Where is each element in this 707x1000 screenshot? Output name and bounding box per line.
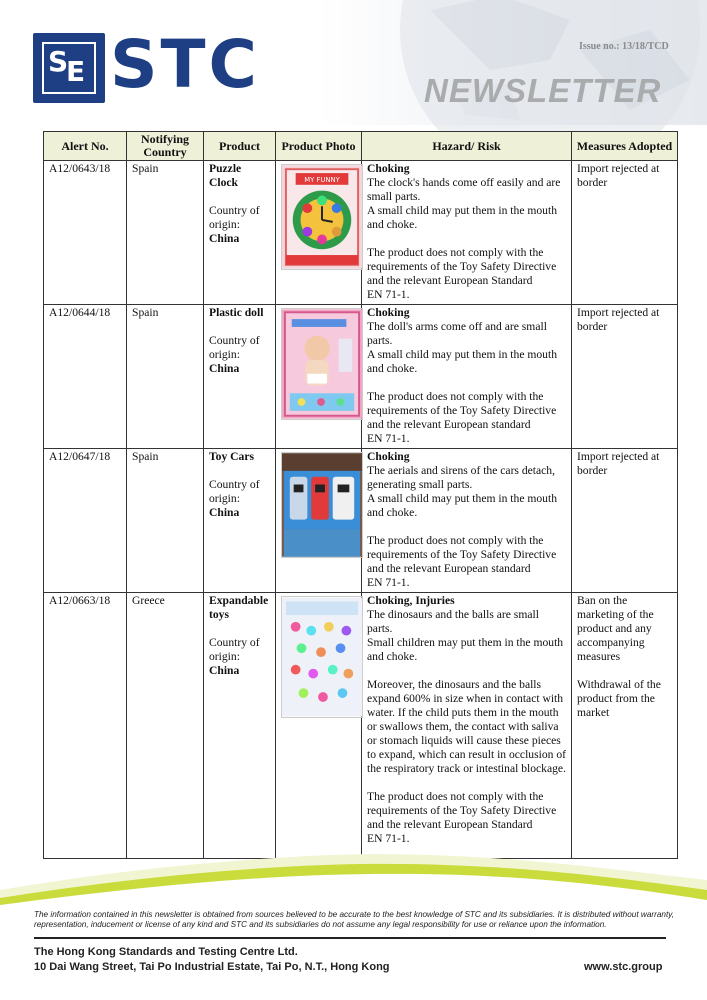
expandable-toys-photo (281, 596, 363, 718)
alert-no: A12/0647/18 (44, 449, 127, 593)
hazard-description: The aerials and sirens of the cars detach, generating small parts. (367, 464, 555, 491)
stc-logo-mark: S E (33, 33, 105, 103)
measure-text: Import rejected at border (577, 450, 660, 477)
notifying-country: Spain (127, 161, 204, 305)
stc-logo-text: STC (110, 26, 260, 103)
hazard-cell (362, 593, 572, 859)
hazard-title: Choking (367, 450, 410, 463)
header-measures-adopted: Measures Adopted (572, 132, 678, 161)
header-alert-no: Alert No. (44, 132, 127, 161)
website-link[interactable]: www.stc.group (584, 961, 663, 973)
hazard-title: Choking, Injuries (367, 594, 455, 607)
svg-text:MY FUNNY: MY FUNNY (304, 175, 340, 184)
measures-cell (572, 593, 678, 859)
hazard-description: The doll's arms come off and are small parts. (367, 320, 547, 347)
measures-cell (572, 449, 678, 593)
photo-cell (276, 161, 362, 305)
alert-no: A12/0643/18 (44, 161, 127, 305)
product-cell (204, 449, 276, 593)
hazard-consequence: A small child may put them in the mouth and choke. (367, 204, 557, 231)
photo-cell (276, 449, 362, 593)
hazard-description: The clock's hands come off easily and are small parts. (367, 176, 561, 203)
alert-no: A12/0663/18 (44, 593, 127, 859)
header-product-photo: Product Photo (276, 132, 362, 161)
table-row (44, 161, 678, 305)
product-name: Expandable toys (209, 594, 269, 621)
table-header-row (44, 132, 678, 161)
alerts-table (43, 131, 678, 859)
hazard-description: The dinosaurs and the balls are small parts. (367, 608, 539, 635)
measure-text: Import rejected at border (577, 162, 660, 189)
product-cell (204, 593, 276, 859)
standard-ref: EN 71-1. (367, 576, 410, 589)
product-name: Plastic doll (209, 306, 264, 319)
measure-text-2: Withdrawal of the product from the market (577, 678, 661, 719)
origin-country: China (209, 506, 240, 519)
hazard-cell (362, 449, 572, 593)
clock-puzzle-photo (281, 164, 363, 270)
hazard-consequence: A small child may put them in the mouth and choke. (367, 492, 557, 519)
notifying-country: Spain (127, 305, 204, 449)
footer-divider (34, 937, 666, 939)
product-cell (204, 161, 276, 305)
measures-cell (572, 305, 678, 449)
compliance-note: The product does not comply with the requirements of the Toy Safety Directive and the relevant European Standard (367, 790, 557, 831)
product-name: Puzzle Clock (209, 162, 242, 189)
table-row (44, 305, 678, 449)
product-cell (204, 305, 276, 449)
alert-no: A12/0644/18 (44, 305, 127, 449)
compliance-note: The product does not comply with the requirements of the Toy Safety Directive and the relevant European Standard (367, 246, 557, 287)
standard-ref: EN 71-1. (367, 432, 410, 445)
origin-label: Country of origin: (209, 334, 260, 361)
disclaimer-text: The information contained in this newsletter is obtained from sources believed to be accurate to the best knowledge of STC and its subsidiaries. It is distributed without warranty, representation, inducement or license of any kind and STC and its subsidiaries do not assume any legal responsibility for use or reliance upon the information. (34, 910, 674, 929)
compliance-note: The product does not comply with the requirements of the Toy Safety Directive and the relevant European standard (367, 534, 557, 575)
compliance-note: The product does not comply with the requirements of the Toy Safety Directive and the relevant European standard (367, 390, 557, 431)
hazard-consequence: A small child may put them in the mouth and choke. (367, 348, 557, 375)
header-notifying-country: Notifying Country (127, 132, 204, 161)
toy-cars-photo (281, 452, 363, 558)
standard-ref: EN 71-1. (367, 288, 410, 301)
doll-box-photo (281, 308, 363, 420)
measure-text: Import rejected at border (577, 306, 660, 333)
measure-text: Ban on the marketing of the product and any accompanying measures (577, 594, 654, 663)
table-row (44, 449, 678, 593)
hazard-expansion-note: Moreover, the dinosaurs and the balls expand 600% in size when in contact with water. If the child puts them in the mouth or swallows them, the contact with saliva or stomach liquids will cause these pieces to expand, which can result in occlusion of the respiratory track or intestinal blockage. (367, 678, 566, 775)
origin-country: China (209, 362, 240, 375)
product-name: Toy Cars (209, 450, 254, 463)
company-name: The Hong Kong Standards and Testing Centre Ltd. (34, 946, 298, 958)
standard-ref: EN 71-1. (367, 832, 410, 845)
newsletter-title: NEWSLETTER (424, 72, 662, 109)
globe-graphic (250, 0, 707, 140)
hazard-cell (362, 161, 572, 305)
origin-label: Country of origin: (209, 478, 260, 505)
hazard-cell (362, 305, 572, 449)
photo-cell (276, 593, 362, 859)
hazard-title: Choking (367, 306, 410, 319)
origin-country: China (209, 232, 240, 245)
measures-cell (572, 161, 678, 305)
origin-country: China (209, 664, 240, 677)
header-hazard-risk: Hazard/ Risk (362, 132, 572, 161)
notifying-country: Spain (127, 449, 204, 593)
origin-label: Country of origin: (209, 636, 260, 663)
notifying-country: Greece (127, 593, 204, 859)
hazard-consequence: Small children may put them in the mouth and choke. (367, 636, 564, 663)
origin-label: Country of origin: (209, 204, 260, 231)
table-row (44, 593, 678, 859)
photo-cell (276, 305, 362, 449)
issue-number: Issue no.: 13/18/TCD (579, 41, 669, 52)
header-product: Product (204, 132, 276, 161)
company-address: 10 Dai Wang Street, Tai Po Industrial Estate, Tai Po, N.T., Hong Kong (34, 961, 390, 973)
hazard-title: Choking (367, 162, 410, 175)
